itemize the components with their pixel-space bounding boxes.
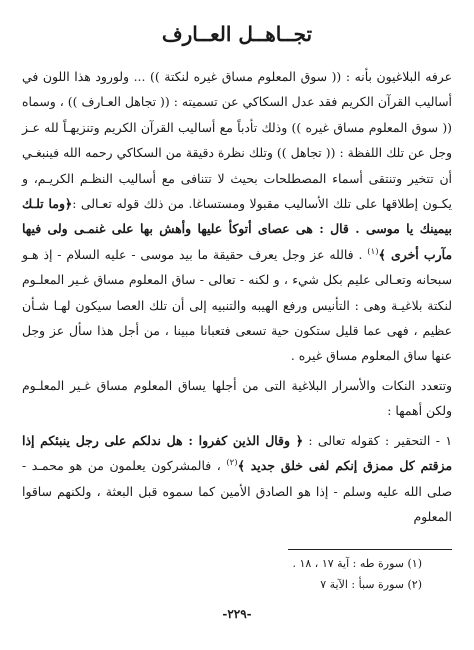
paragraph-text: وتتعدد النكات والأسرار البلاغية التى من أجلها يساق المعلوم مساق غـير المعلـوم ولكن أهمها : <box>22 377 452 419</box>
paragraph-text: عرفه البلاغيون بأنه : (( سوق المعلوم مساق غيره لنكتة )) ... ولورود هذا اللون في أساليب القرآن الكريم فقد عدل السكاكي عن تسميته : (( تجاهل العـارف )) ، وسماه (( سوق المعلوم مساق غيره )) وذلك تأدباً مع أساليب القرآن الكريم وتنزيهـاً لله عـز وجل عن تلك اللفظة : (( تجاهل )) وتلك نظرة دقيقة من السكاكي رحمه الله فينبغـي أن تتخير وتنتقى أسماء المصطلحات بحيث لا تتنافى مع أساليب النظـم الكريـم، و يكـون إطلاقها على تلك الأساليب مقبولا ومستساغا. من ذلك قوله تعـالى : <box>22 69 452 212</box>
paragraph-3 <box>22 428 452 530</box>
quran-verse: ﴿وما تلـك بيمينك يا موسى . قال : هى عصاى أتوكأ عليها وأهش بها على غنمـى ولى فيها مآرب أخرى ﴾ <box>22 196 452 262</box>
paragraph-text: . فالله عز وجل يعرف حقيقة ما بيد موسى - عليه السلام - إذ هـو سبحانه وتعـالى عليم بكل شيء ، و لكنه - تعالى - ساق المعلوم مساق غـير المعلـوم لنكتة بلاغيـة وهى : التأنيس ورفع الهيبه والتنبيه إلى أن تلك العصا سيكون لهـا شـأن عظيم ، فهى عما قليل ستكون حية تسعى فتعبانا مبينا ، من أجل هذا سأل عز وجل عنها ساق المعلوم مساق غيره . <box>22 246 452 364</box>
paragraph-text: ١ - التحقير : كقوله تعالى : <box>302 432 452 448</box>
footnote-reference: (١) <box>367 246 379 257</box>
page-title: تجــاهــل العــارف <box>161 22 313 46</box>
paragraph-1 <box>22 64 452 369</box>
footnote-divider <box>288 549 452 550</box>
footnotes-list <box>22 553 422 595</box>
paragraph-2 <box>22 373 452 424</box>
page-number: -٢٢٩- <box>222 607 252 621</box>
footnote-reference: (٢) <box>226 457 238 468</box>
quran-verse: ﴿ وقال الذين كفروا : هل ندلكم على رجل ينبئكم إذا مزقتم كل ممزق إنكم لفى خلق جديد ﴾ <box>22 432 453 474</box>
body-text <box>22 64 452 529</box>
footnote-1: (١) سورة طه : آية ١٧ ، ١٨ . <box>292 557 422 570</box>
footnote-2: (٢) سورة سبأ : الآية ٧ <box>320 578 422 591</box>
paragraph-text: ، فالمشركون يعلمون من هو محمـد - صلى الله عليه وسلم - إذا هو الصادق الأمين كما سموه قبل البعثة ، ولكنهم ساقوا المعلوم <box>22 458 452 524</box>
